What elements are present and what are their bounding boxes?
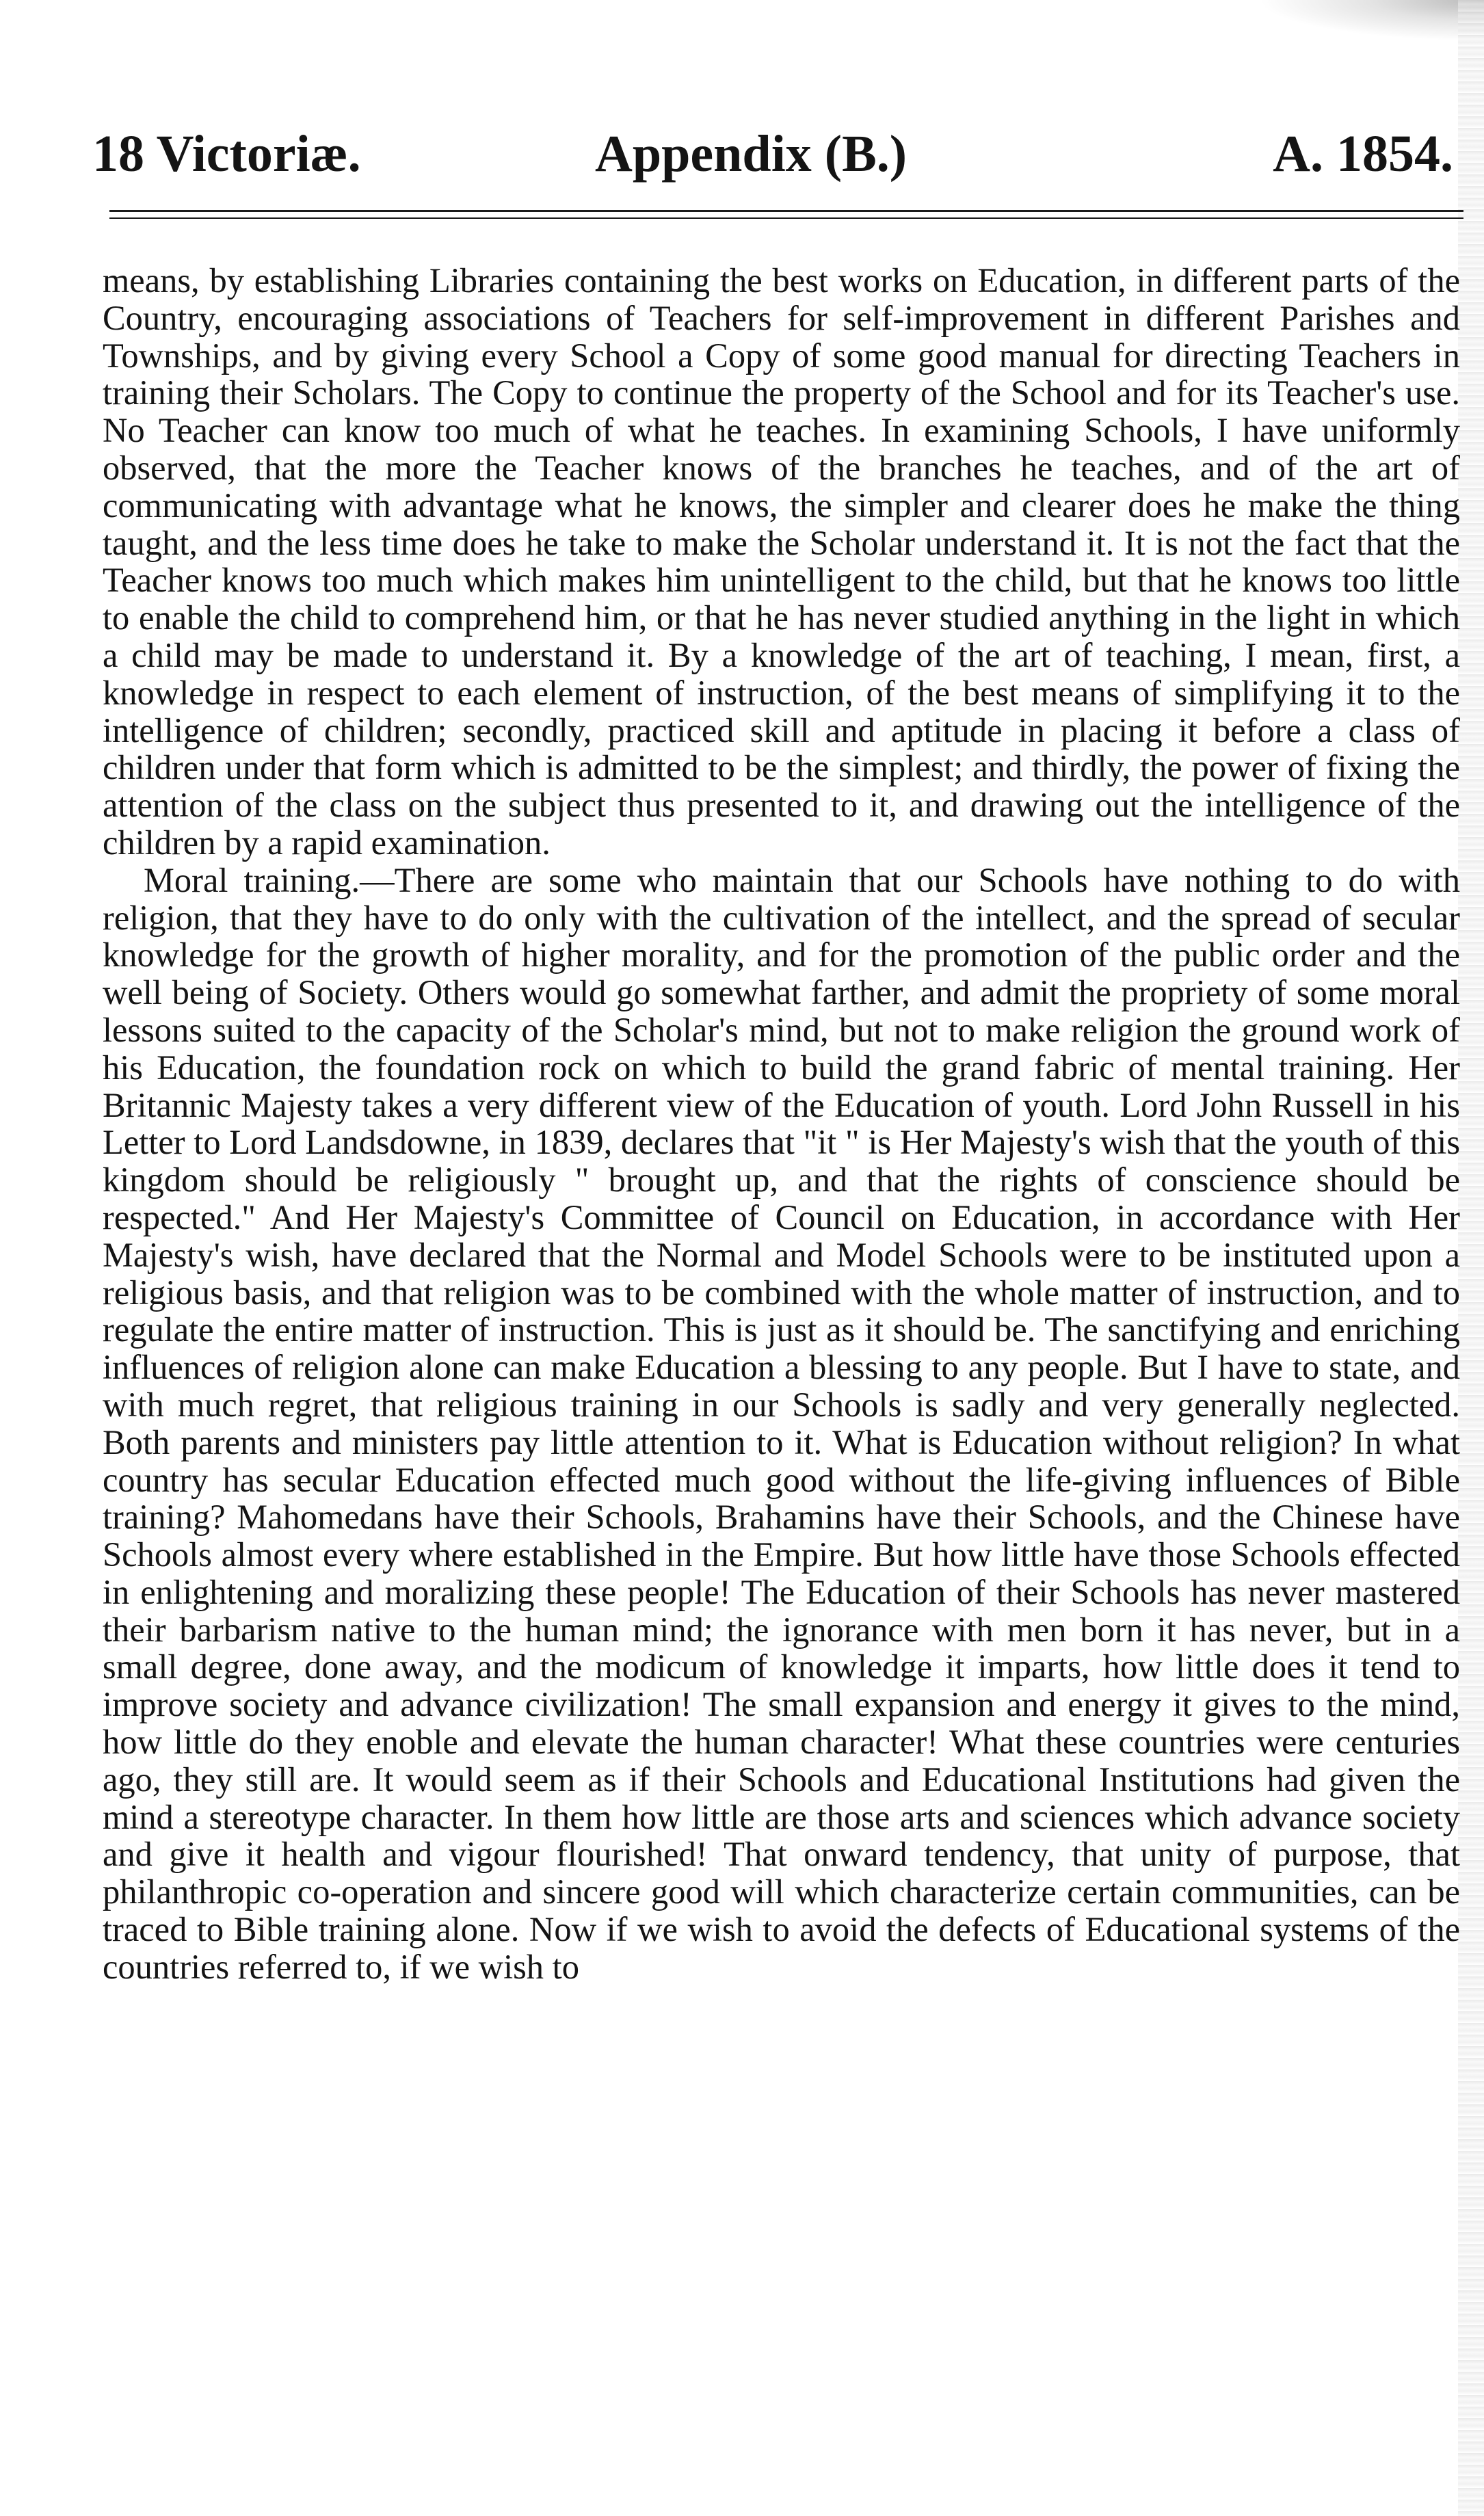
scan-edge-artifact (1458, 0, 1484, 2516)
scan-corner-artifact (1258, 0, 1484, 41)
header-session: 18 Victoriæ. (92, 125, 361, 183)
paragraph-teacher-training: means, by establishing Libraries containing the best works on Education, in different parts of the Country, encouraging associations of Teachers for self-improvement in different Parishes and Townships, and by giving every School a Copy of some good manual for directing Teachers in training their Scholars. The Copy to continue the property of the School and for its Teacher's use. No Teacher can know too much of what he teaches. In examining Schools, I have uniformly observed, that the more the Teacher knows of the branches he teaches, and of the art of communicating with advantage what he knows, the simpler and clearer does he make the thing taught, and the less time does he take to make the Scholar understand it. It is not the fact that the Teacher knows too much which makes him unintelligent to the child, but that he knows too little to enable the child to comprehend him, or that he has never studied anything in the light in which a child may be made to understand it. By a knowledge of the art of teaching, I mean, first, a knowledge in respect to each element of instruction, of the best means of simplifying it to the intelligence of children; secondly, practiced skill and aptitude in placing it before a class of children under that form which is admitted to be the simplest; and thirdly, the power of fixing the attention of the class on the subject thus presented to it, and drawing out the intelligence of the children by a rapid examination. (103, 261, 1460, 862)
header-appendix: Appendix (B.) (595, 125, 907, 183)
paragraph-moral-training: Moral training.—There are some who maintain that our Schools have nothing to do with religion, that they have to do only with the cultivation of the intellect, and the spread of secular knowledge for the growth of higher morality, and for the promotion of the public order and the well being of Society. Others would go somewhat farther, and admit the propriety of some moral lessons suited to the capacity of the Scholar's mind, but not to make religion the ground work of his Education, the foundation rock on which to build the grand fabric of mental training. Her Britannic Majesty takes a very different view of the Education of youth. Lord John Russell in his Letter to Lord Landsdowne, in 1839, declares that "it " is Her Majesty's wish that the youth of this kingdom should be religiously " brought up, and that the rights of conscience should be respected." And Her Majesty's Committee of Council on Education, in accordance with Her Majesty's wish, have declared that the Normal and Model Schools were to be instituted upon a religious basis, and that religion was to be combined with the whole matter of instruction, and to regulate the entire matter of instruction. This is just as it should be. The sanctifying and enriching influences of religion alone can make Education a blessing to any people. But I have to state, and with much regret, that religious training in our Schools is sadly and very generally neglected. Both parents and ministers pay little attention to it. What is Education without religion? In what country has secular Education effected much good without the life-giving influences of Bible training? Mahomedans have their Schools, Brahamins have their Schools, and the Chinese have Schools almost every where established in the Empire. But how little have those Schools effected in enlightening and moralizing these people! The Education of their Schools has never mastered their barbarism native to the human mind; the ignorance with men born it has never, but in a small degree, done away, and the modicum of knowledge it imparts, how little does it tend to improve society and advance civilization! The small expansion and energy it gives to the mind, how little do they enoble and elevate the human character! What these countries were centuries ago, they still are. It would seem as if their Schools and Educational Institutions had given the mind a stereotype character. In them how little are those arts and sciences which advance society and give it health and vigour flourished! That onward tendency, that unity of purpose, that philanthropic co-operation and sincere good will which characterize certain communities, can be traced to Bible training alone. Now if we wish to avoid the defects of Educational systems of the countries referred to, if we wish to (103, 860, 1460, 1986)
body-text (103, 262, 1460, 1986)
header-rule-top (109, 210, 1463, 212)
running-header (92, 116, 1453, 191)
header-year: A. 1854. (1273, 125, 1453, 183)
header-rule-bottom (109, 217, 1463, 219)
